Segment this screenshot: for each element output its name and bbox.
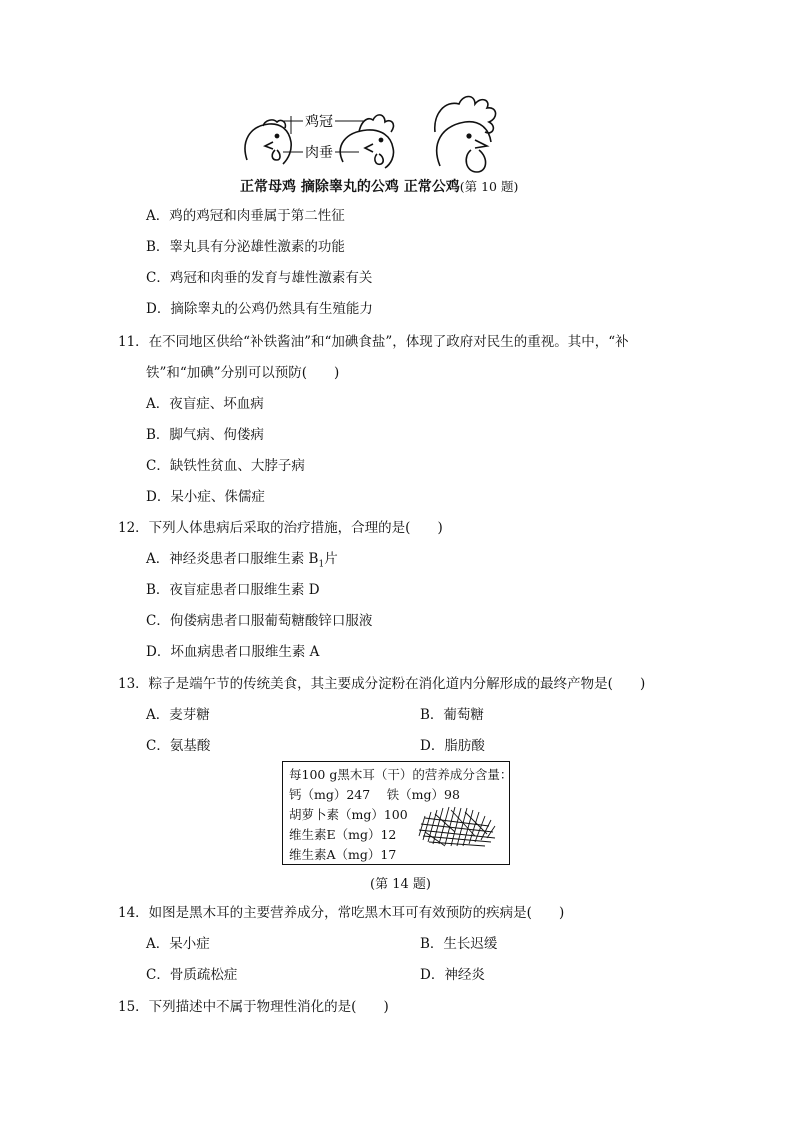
- q11-stem-line1: 11．在不同地区供给“补铁酱油”和“加碘食盐”，体现了政府对民生的重视。其中，“补: [118, 334, 629, 350]
- q10-option-d: D．摘除睾丸的公鸡仍然具有生殖能力: [146, 301, 373, 317]
- capon-head-drawing: [340, 115, 393, 168]
- nutrition-box-title: 每100 g黑木耳（干）的营养成分含量：: [289, 767, 513, 782]
- nutrition-row: 维生素E（mg）12: [289, 827, 397, 842]
- hen-head-drawing: [245, 120, 291, 164]
- caption-capon: 摘除睾丸的公鸡: [300, 179, 399, 195]
- nutrition-row: 钙（mg）247 铁（mg）98: [289, 787, 460, 802]
- label-wattle: 肉垂: [305, 145, 333, 161]
- q11-option-d: D．呆小症、侏儒症: [146, 489, 265, 505]
- q11-option-c: C．缺铁性贫血、大脖子病: [146, 458, 305, 474]
- q11-stem-line2: 铁”和“加碘”分别可以预防( ): [146, 365, 340, 381]
- q13-option-d: D．脂肪酸: [420, 738, 485, 754]
- q12-option-d: D．坏血病患者口服维生素 A: [146, 644, 320, 660]
- black-fungus-image: [415, 802, 499, 852]
- q14-option-c: C．骨质疏松症: [146, 967, 238, 983]
- figure-10-caption: [240, 176, 518, 196]
- caption-rooster: 正常公鸡: [403, 179, 460, 195]
- q12-option-a: A．神经炎患者口服维生素 $B_1$片: [146, 551, 338, 570]
- q14-option-b: B．生长迟缓: [420, 936, 498, 952]
- q11-option-a: A．夜盲症、坏血病: [146, 396, 264, 412]
- label-comb: 鸡冠: [305, 114, 333, 130]
- q14-stem: 14．如图是黑木耳的主要营养成分，常吃黑木耳可有效预防的疾病是( ): [118, 905, 565, 921]
- chicken-heads-figure: [235, 92, 535, 178]
- q13-stem: 13．粽子是端午节的传统美食，其主要成分淀粉在消化道内分解形成的最终产物是( ): [118, 676, 646, 692]
- figure-10-number: (第 10 题): [459, 179, 519, 194]
- q10-option-a: A．鸡的鸡冠和肉垂属于第二性征: [146, 208, 345, 224]
- nutrition-row: 维生素A（mg）17: [289, 847, 397, 862]
- q10-option-c: C．鸡冠和肉垂的发育与雄性激素有关: [146, 270, 373, 286]
- q12-option-c: C．佝偻病患者口服葡萄糖酸锌口服液: [146, 613, 373, 629]
- rooster-head-drawing: [435, 97, 496, 173]
- caption-hen: 正常母鸡: [240, 179, 296, 195]
- q13-option-b: B．葡萄糖: [420, 707, 484, 723]
- figure-14-number: (第 14 题): [370, 877, 431, 892]
- q13-option-a: A．麦芽糖: [146, 707, 210, 723]
- q13-option-c: C．氨基酸: [146, 738, 211, 754]
- q12-stem: 12．下列人体患病后采取的治疗措施，合理的是( ): [118, 520, 443, 536]
- q15-stem: 15．下列描述中不属于物理性消化的是( ): [118, 999, 389, 1015]
- nutrition-row: 胡萝卜素（mg）100: [289, 807, 408, 822]
- q10-option-b: B．睾丸具有分泌雄性激素的功能: [146, 239, 345, 255]
- nutrition-box: [282, 761, 513, 865]
- q12-option-b: B．夜盲症患者口服维生素 D: [146, 582, 320, 598]
- q11-option-b: B．脚气病、佝偻病: [146, 427, 264, 443]
- q14-option-a: A．呆小症: [146, 936, 210, 952]
- q14-option-d: D．神经炎: [420, 967, 485, 983]
